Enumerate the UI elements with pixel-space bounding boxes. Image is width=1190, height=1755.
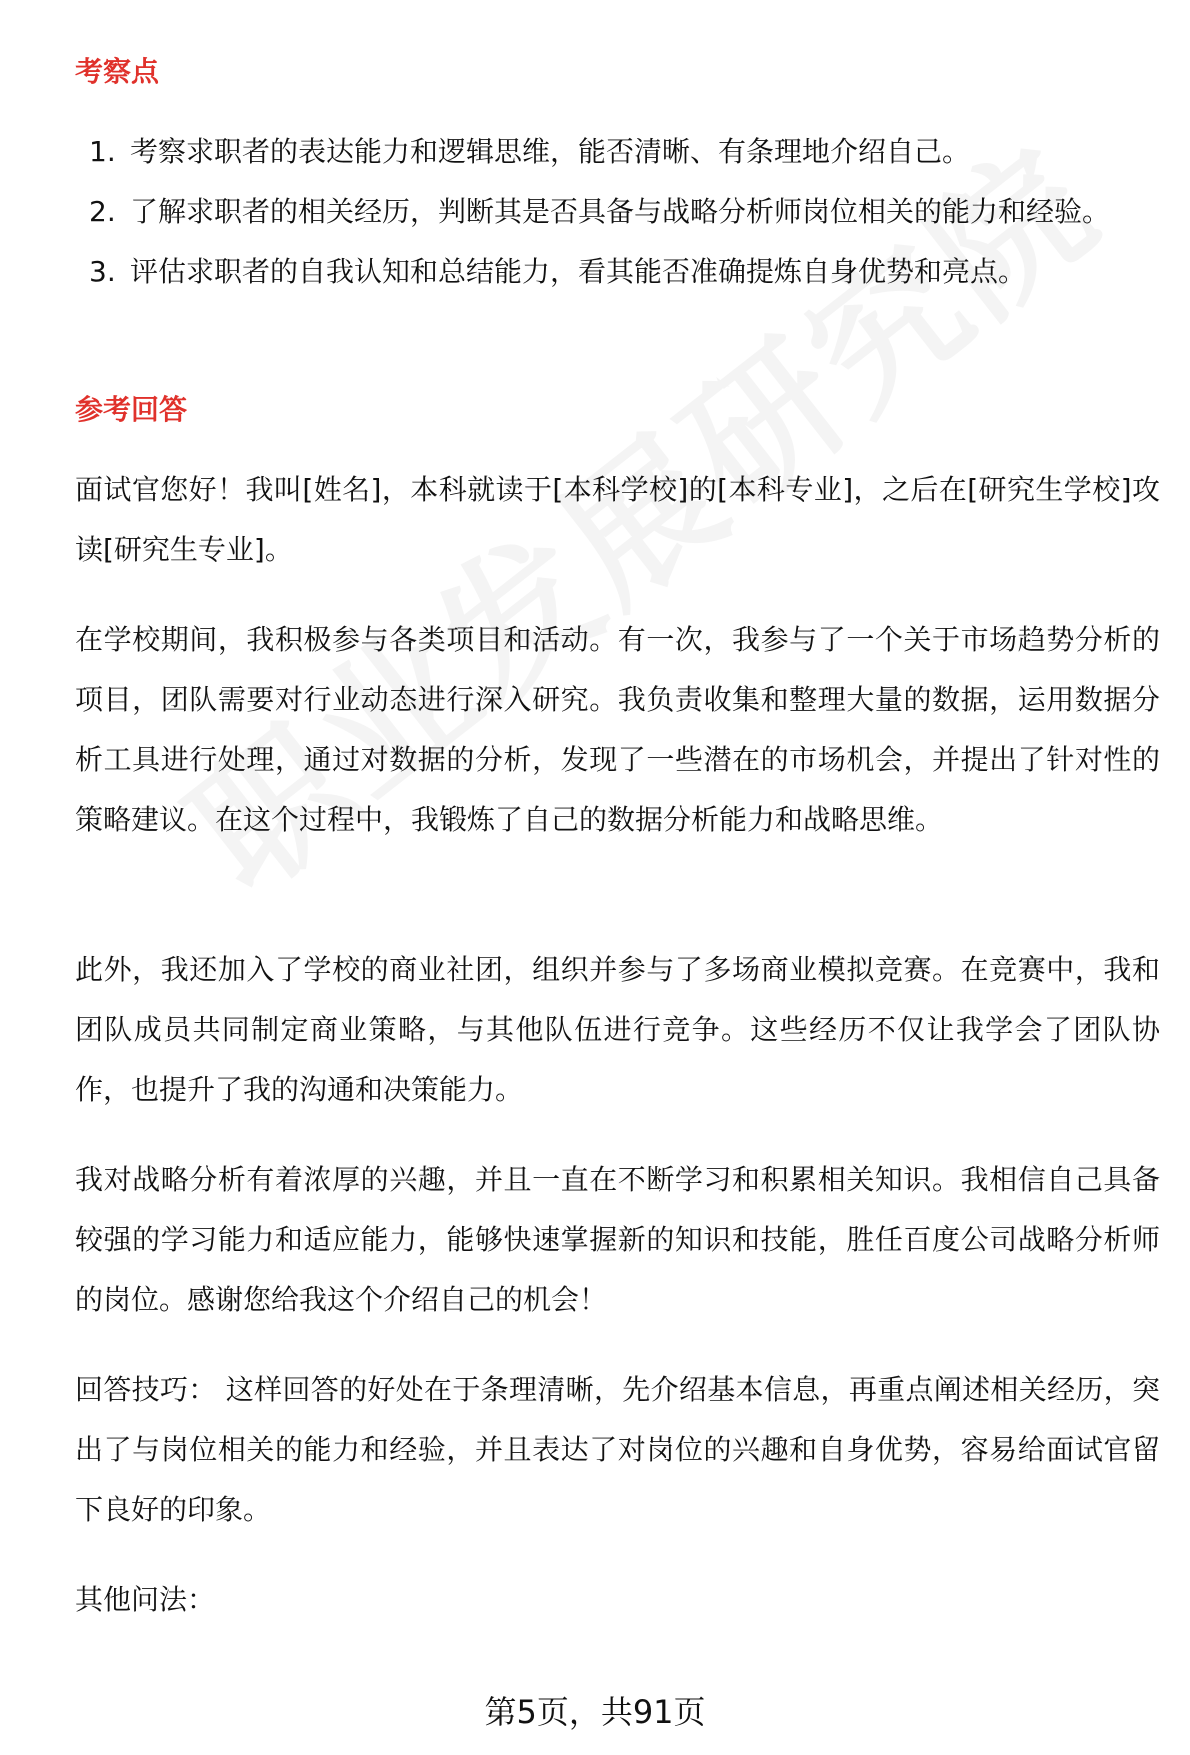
section-heading-kaochadian: 考察点 [75, 55, 160, 88]
page-number: 第5页，共91页 [484, 1693, 706, 1731]
section-heading-cankaohuida: 参考回答 [75, 393, 188, 426]
answer-paragraph-club: 此外，我还加入了学校的商业社团，组织并参与了多场商业模拟竞赛。在竞赛中，我和团队成员共同制定商业策略，与其他队伍进行竞争。这些经历不仅让我学会了团队协作，也提升了我的沟通和决策能力。 [75, 953, 1160, 1106]
list-item [75, 122, 1155, 182]
assessment-points-list [75, 122, 1155, 302]
answer-paragraph-interest: 我对战略分析有着浓厚的兴趣，并且一直在不断学习和积累相关知识。我相信自己具备较强的学习能力和适应能力，能够快速掌握新的知识和技能，胜任百度公司战略分析师的岗位。感谢您给我这个介绍自己的机会！ [75, 1163, 1160, 1316]
list-item-number: 1. [89, 135, 116, 168]
answer-paragraph-project: 在学校期间，我积极参与各类项目和活动。有一次，我参与了一个关于市场趋势分析的项目，团队需要对行业动态进行深入研究。我负责收集和整理大量的数据，运用数据分析工具进行处理，通过对数据的分析，发现了一些潜在的市场机会，并提出了针对性的策略建议。在这个过程中，我锻炼了自己的数据分析能力和战略思维。 [75, 623, 1160, 836]
answer-paragraph-intro: 面试官您好！我叫[姓名]，本科就读于[本科学校]的[本科专业]，之后在[研究生学校]攻读[研究生专业]。 [75, 473, 1160, 566]
list-item-text: 了解求职者的相关经历，判断其是否具备与战略分析师岗位相关的能力和经验。 [130, 195, 1111, 228]
list-item-number: 2. [89, 195, 116, 228]
list-item [75, 182, 1155, 242]
list-item-text: 评估求职者的自我认知和总结能力，看其能否准确提炼自身优势和亮点。 [130, 255, 1027, 288]
list-item-text: 考察求职者的表达能力和逻辑思维，能否清晰、有条理地介绍自己。 [130, 135, 971, 168]
list-item-number: 3. [89, 255, 116, 288]
list-item [75, 242, 1155, 302]
answer-tips-paragraph: 回答技巧： 这样回答的好处在于条理清晰，先介绍基本信息，再重点阐述相关经历，突出了与岗位相关的能力和经验，并且表达了对岗位的兴趣和自身优势，容易给面试官留下良好的印象。 [75, 1373, 1160, 1526]
other-questions-label: 其他问法： [75, 1583, 216, 1616]
